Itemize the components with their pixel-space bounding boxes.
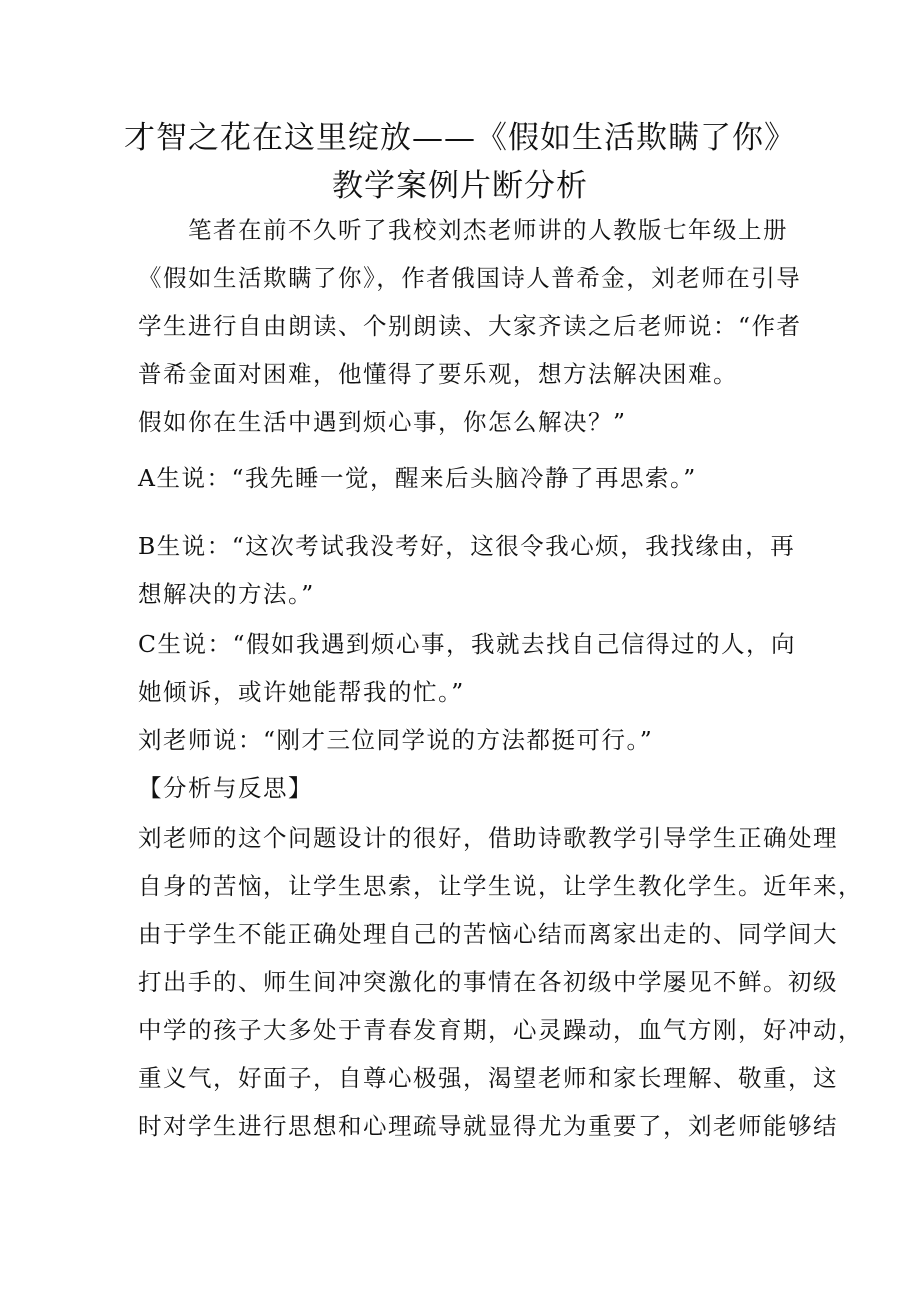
section-heading: 【分析与反思】 — [138, 774, 313, 802]
paragraph-line: 刘老师的这个问题设计的很好，借助诗歌教学引导学生正确处理 — [138, 824, 838, 852]
title-line-2: 教学案例片断分析 — [332, 168, 588, 204]
paragraph-line: 自身的苦恼，让学生思索，让学生说，让学生教化学生。近年来， — [138, 872, 863, 900]
paragraph-line: C生说：“假如我遇到烦心事，我就去找自己信得过的人，向 — [138, 630, 796, 658]
paragraph-line: 想解决的方法。” — [138, 580, 315, 608]
title-line-1: 才智之花在这里绽放——《假如生活欺瞒了你》 — [124, 120, 796, 156]
paragraph-line: A生说：“我先睡一觉，醒来后头脑冷静了再思索。” — [138, 464, 697, 492]
paragraph-line: 打出手的、师生间冲突激化的事情在各初级中学屡见不鲜。初级 — [138, 968, 838, 996]
paragraph-line: 假如你在生活中遇到烦心事，你怎么解决？” — [138, 408, 627, 436]
paragraph-line: 普希金面对困难，他懂得了要乐观，想方法解决困难。 — [138, 360, 738, 388]
paragraph-line: 学生进行自由朗读、个别朗读、大家齐读之后老师说：“作者 — [138, 312, 802, 340]
paragraph-line: 笔者在前不久听了我校刘杰老师讲的人教版七年级上册 — [138, 216, 788, 244]
paragraph-line: 由于学生不能正确处理自己的苦恼心结而离家出走的、同学间大 — [138, 920, 838, 948]
paragraph-line: 时对学生进行思想和心理疏导就显得尤为重要了，刘老师能够结 — [138, 1112, 838, 1140]
paragraph-line: B生说：“这次考试我没考好，这很令我心烦，我找缘由，再 — [138, 532, 796, 560]
paragraph-line: 中学的孩子大多处于青春发育期，心灵躁动，血气方刚，好冲动， — [138, 1016, 863, 1044]
paragraph-line: 刘老师说：“刚才三位同学说的方法都挺可行。” — [138, 726, 654, 754]
paragraph-line: 《假如生活欺瞒了你》，作者俄国诗人普希金，刘老师在引导 — [138, 264, 802, 292]
paragraph-line: 重义气，好面子，自尊心极强，渴望老师和家长理解、敬重，这 — [138, 1064, 838, 1092]
paragraph-line: 她倾诉，或许她能帮我的忙。” — [138, 678, 465, 706]
